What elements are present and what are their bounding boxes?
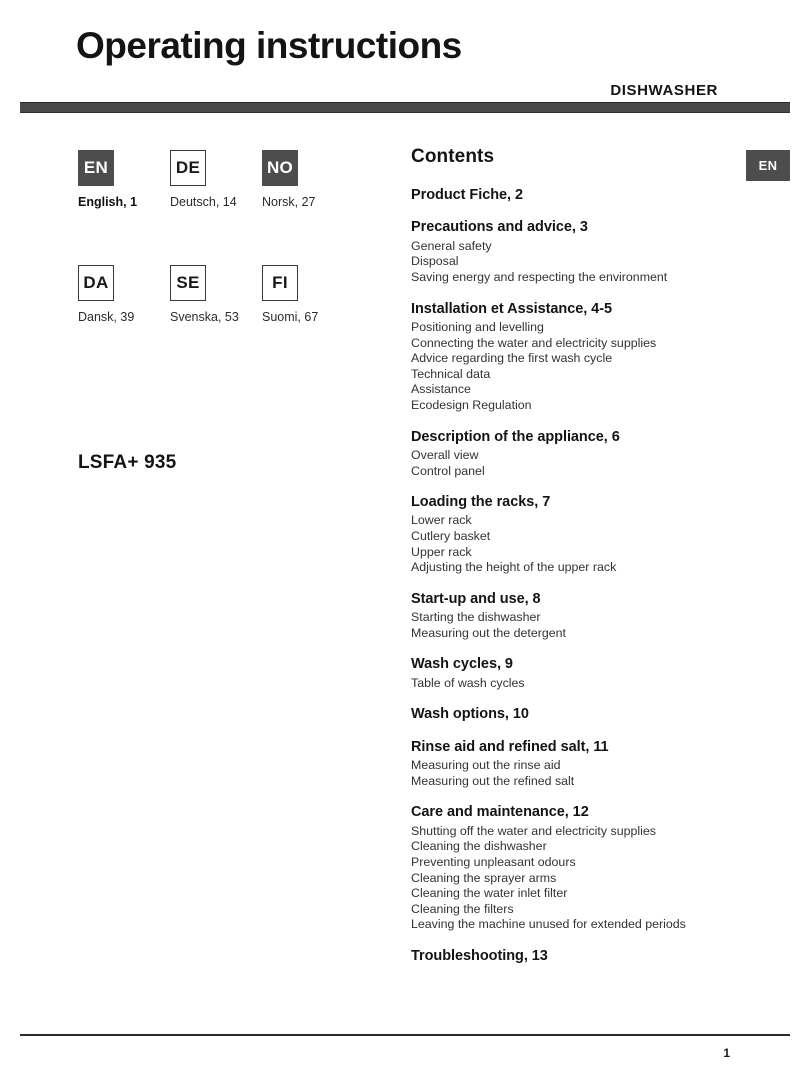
toc-section-title[interactable]: Product Fiche, 2 <box>411 187 523 203</box>
page-title: Operating instructions <box>76 25 462 66</box>
toc-section-title[interactable]: Loading the racks, 7 <box>411 494 551 511</box>
toc-section-title[interactable]: Troubleshooting, 13 <box>411 947 548 964</box>
toc-section-title[interactable]: Wash cycles, 9 <box>411 656 513 673</box>
language-label-fi: Suomi, 67 <box>262 310 319 324</box>
language-option-da[interactable] <box>78 265 170 324</box>
language-badge-fi[interactable]: FI <box>262 265 298 301</box>
language-badge-de[interactable]: DE <box>170 150 206 186</box>
toc-sub-item[interactable]: Positioning and levelling <box>411 319 544 334</box>
toc-sub-item[interactable]: Disposal <box>411 254 459 269</box>
toc-sub-item[interactable]: Starting the dishwasher <box>411 610 541 625</box>
toc-sub-item[interactable]: General safety <box>411 238 492 253</box>
toc-sub-item[interactable]: Cutlery basket <box>411 529 491 544</box>
toc-sub-item[interactable]: Measuring out the detergent <box>411 625 566 640</box>
toc-sub-item[interactable]: Control panel <box>411 463 485 478</box>
language-row-1 <box>78 150 388 209</box>
toc-sub-item[interactable]: Cleaning the sprayer arms <box>411 870 557 885</box>
toc-section-title[interactable]: Wash options, 10 <box>411 706 529 723</box>
toc-sub-item[interactable]: Lower rack <box>411 513 472 528</box>
toc-sub-item[interactable]: Measuring out the refined salt <box>411 773 575 788</box>
language-label-da: Dansk, 39 <box>78 310 135 324</box>
appliance-type-label: DISHWASHER <box>610 82 718 99</box>
header-divider <box>20 102 790 113</box>
language-selector <box>78 150 388 324</box>
language-badge-no[interactable]: NO <box>262 150 298 186</box>
language-badge-en[interactable]: EN <box>78 150 114 186</box>
toc-section <box>411 706 721 723</box>
toc-sub-item[interactable]: Assistance <box>411 382 471 397</box>
toc-section <box>411 219 721 285</box>
toc-section-title[interactable]: Start-up and use, 8 <box>411 590 541 607</box>
toc-section <box>411 301 721 414</box>
language-label-se: Svenska, 53 <box>170 310 239 324</box>
toc-section-title[interactable]: Care and maintenance, 12 <box>411 804 589 821</box>
toc-section-title[interactable]: Rinse aid and refined salt, 11 <box>411 738 609 755</box>
toc-sub-item[interactable]: Adjusting the height of the upper rack <box>411 560 617 575</box>
language-option-se[interactable] <box>170 265 262 324</box>
model-number: LSFA+ 935 <box>78 452 177 473</box>
toc-section <box>411 187 721 204</box>
toc-sub-item[interactable]: Overall view <box>411 447 479 462</box>
toc-section <box>411 429 721 480</box>
toc-sub-item[interactable]: Technical data <box>411 366 491 381</box>
page-number: 1 <box>723 1046 730 1060</box>
toc-section <box>411 591 721 642</box>
language-label-en: English, 1 <box>78 195 138 209</box>
toc-sub-item[interactable]: Cleaning the dishwasher <box>411 839 547 854</box>
language-label-de: Deutsch, 14 <box>170 195 237 209</box>
margin-language-tab: EN <box>746 150 790 181</box>
toc-sub-item[interactable]: Shutting off the water and electricity supplies <box>411 823 656 838</box>
toc-section-title[interactable]: Installation et Assistance, 4-5 <box>411 300 612 317</box>
table-of-contents <box>411 146 721 980</box>
toc-sub-item[interactable]: Preventing unpleasant odours <box>411 854 576 869</box>
toc-sub-item[interactable]: Connecting the water and electricity supplies <box>411 335 657 350</box>
toc-section <box>411 804 721 933</box>
toc-section <box>411 656 721 691</box>
toc-sub-item[interactable]: Measuring out the rinse aid <box>411 758 561 773</box>
toc-sub-item[interactable]: Advice regarding the first wash cycle <box>411 351 613 366</box>
language-option-de[interactable] <box>170 150 262 209</box>
language-row-2 <box>78 265 388 324</box>
toc-section <box>411 739 721 790</box>
toc-sub-item[interactable]: Cleaning the filters <box>411 901 514 916</box>
toc-section-title[interactable]: Description of the appliance, 6 <box>411 428 620 445</box>
language-option-fi[interactable] <box>262 265 354 324</box>
toc-sub-item[interactable]: Upper rack <box>411 544 472 559</box>
toc-section-title[interactable]: Precautions and advice, 3 <box>411 219 588 236</box>
language-label-no: Norsk, 27 <box>262 195 316 209</box>
toc-sub-item[interactable]: Cleaning the water inlet filter <box>411 886 568 901</box>
language-badge-se[interactable]: SE <box>170 265 206 301</box>
toc-section <box>411 948 721 965</box>
toc-sub-item[interactable]: Saving energy and respecting the environment <box>411 269 668 284</box>
toc-sub-item[interactable]: Leaving the machine unused for extended periods <box>411 917 686 932</box>
language-option-en[interactable] <box>78 150 170 209</box>
language-option-no[interactable] <box>262 150 354 209</box>
toc-sub-item[interactable]: Table of wash cycles <box>411 675 525 690</box>
toc-sub-item[interactable]: Ecodesign Regulation <box>411 397 532 412</box>
footer-divider <box>20 1034 790 1036</box>
toc-section <box>411 494 721 576</box>
contents-heading: Contents <box>411 146 495 167</box>
toc-section-list <box>411 187 721 965</box>
language-badge-da[interactable]: DA <box>78 265 114 301</box>
